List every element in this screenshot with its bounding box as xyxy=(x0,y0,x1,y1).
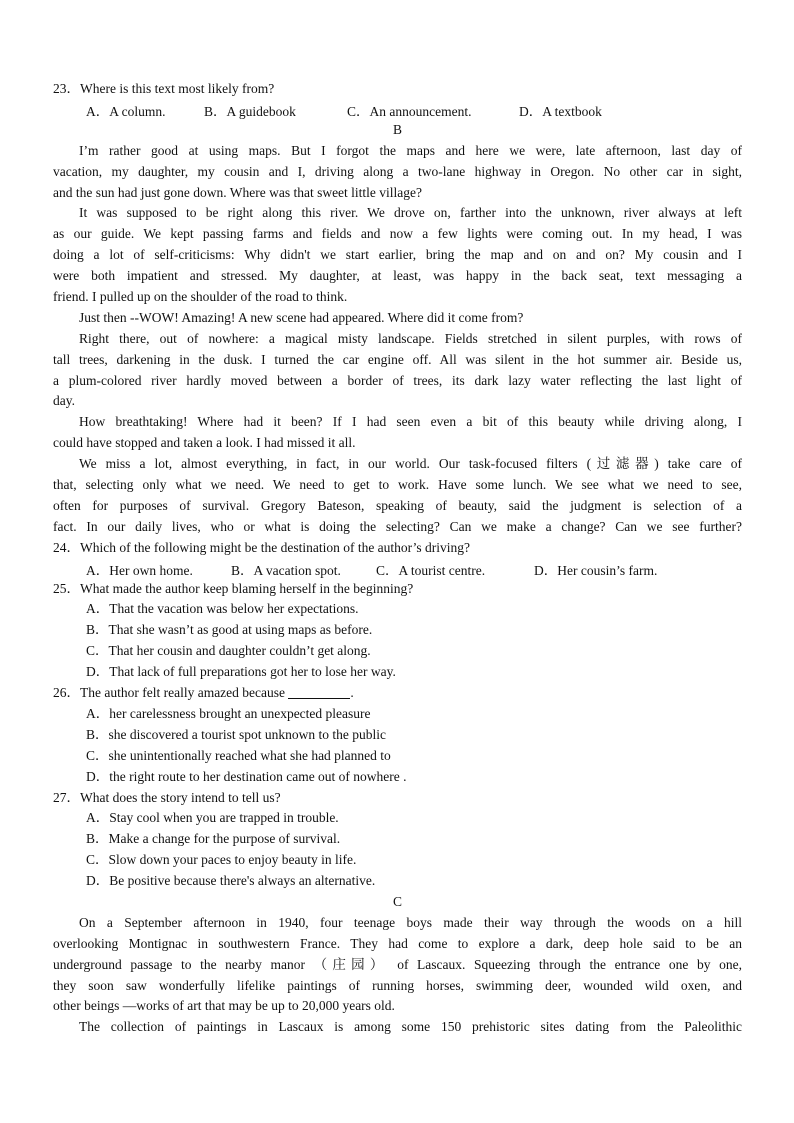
q23-option-c[interactable]: C．An announcement. xyxy=(347,103,472,119)
q25-option-c[interactable]: C．That her cousin and daughter couldn’t get along. xyxy=(86,643,371,659)
answer-blank[interactable] xyxy=(288,684,350,699)
q24-option-a[interactable]: A．Her own home. xyxy=(86,562,193,578)
q23-option-b[interactable]: B．A guidebook xyxy=(204,103,296,119)
question-23-stem: 23．Where is this text most likely from? xyxy=(53,81,275,96)
q27-option-d[interactable]: D．Be positive because there's always an alternative. xyxy=(86,873,376,889)
passage-b-line: It was supposed to be right along this river. We drove on, farther into the unknown, river always at left xyxy=(79,205,742,221)
passage-b-line: doing a lot of self-criticisms: Why didn't we start earlier, bring the map and on and on? My cousin and I xyxy=(53,247,742,263)
passage-c-line: overlooking Montignac in southwestern France. They had come to explore a dark, deep hole said to be an xyxy=(53,935,742,951)
passage-c-line: On a September afternoon in 1940, four teenage boys made their way through the woods on a hill xyxy=(79,914,742,930)
passage-b-line: How breathtaking! Where had it been? If I had seen even a bit of this beauty while driving along, I xyxy=(79,414,742,430)
passage-c-line: underground passage to the nearby manor （庄园） of Lascaux. Squeezing through the entrance one by one, xyxy=(53,956,742,972)
q27-option-c[interactable]: C．Slow down your paces to enjoy beauty in life. xyxy=(86,852,357,868)
passage-b-line: day. xyxy=(53,393,75,409)
passage-b-line: We miss a lot, almost everything, in fact, in our world. Our task-focused filters (过滤器) take care of xyxy=(79,456,742,472)
passage-b-line: fact. In our daily lives, who or what is doing the selecting? Can we make a change? Can we see further? xyxy=(53,518,742,534)
passage-b-line: Just then --WOW! Amazing! A new scene had appeared. Where did it come from? xyxy=(79,309,524,325)
passage-b-line: and the sun had just gone down. Where was that sweet little village? xyxy=(53,184,423,200)
q23-option-a[interactable]: A．A column. xyxy=(86,103,166,119)
passage-b-line: tall trees, darkening in the dusk. I turned the car engine off. All was silent in the hot summer air. Beside us, xyxy=(53,351,742,367)
passage-b-line: could have stopped and taken a look. I had missed it all. xyxy=(53,435,356,451)
section-c-heading: C xyxy=(392,893,402,909)
q23-option-d[interactable]: D．A textbook xyxy=(519,103,602,119)
passage-b-line: friend. I pulled up on the shoulder of the road to think. xyxy=(53,289,348,305)
question-27-stem: 27．What does the story intend to tell us? xyxy=(53,789,281,805)
passage-b-line: that, selecting only what we need. We need to get to work. Have some lunch. We see what we need to see, xyxy=(53,477,742,493)
q25-option-b[interactable]: B．That she wasn’t as good at using maps as before. xyxy=(86,622,373,638)
question-23-options xyxy=(53,100,742,120)
q26-option-d[interactable]: D．the right route to her destination came out of nowhere . xyxy=(86,768,407,784)
question-24-stem: 24．Which of the following might be the destination of the author’s driving? xyxy=(53,539,471,555)
q26-stem-end: . xyxy=(350,685,354,701)
exam-page xyxy=(53,79,742,1038)
passage-b-line: as our guide. We kept passing farms and fields and now a few lights were coming out. In my head, I was xyxy=(53,226,742,242)
section-b-heading: B xyxy=(392,121,402,137)
q25-option-a[interactable]: A．That the vacation was below her expectations. xyxy=(86,601,359,617)
q27-option-b[interactable]: B．Make a change for the purpose of survival. xyxy=(86,831,341,847)
question-26-stem xyxy=(53,683,742,704)
passage-b-line: vacation, my daughter, my cousin and I, driving along a two-lane highway in Oregon. No other car in sight, xyxy=(53,163,742,179)
passage-b-line: were both impatient and stressed. My daughter, at least, was happy in the back seat, text messaging a xyxy=(53,268,742,284)
passage-b-line: often for purposes of survival. Gregory Bateson, speaking of beauty, said the judgment is selection of a xyxy=(53,497,742,513)
question-25-stem: 25．What made the author keep blaming herself in the beginning? xyxy=(53,580,414,596)
q25-option-d[interactable]: D．That lack of full preparations got her to lose her way. xyxy=(86,664,396,680)
passage-c-line: they soon saw wonderfully lifelike paintings of running horses, swimming deer, wounded wild oxen, and xyxy=(53,977,742,993)
q26-option-a[interactable]: A．her carelessness brought an unexpected pleasure xyxy=(86,705,371,721)
q24-option-c[interactable]: C．A tourist centre. xyxy=(376,562,486,578)
passage-b-line: Right there, out of nowhere: a magical misty landscape. Fields stretched in silent purples, with rows of xyxy=(79,330,742,346)
passage-c-line: The collection of paintings in Lascaux is among some 150 prehistoric sites dating from the Paleolithic xyxy=(79,1019,742,1035)
passage-b-line: I’m rather good at using maps. But I forgot the maps and here we were, late afternoon, last day of xyxy=(79,142,742,158)
question-24-options xyxy=(53,559,742,579)
q24-option-d[interactable]: D．Her cousin’s farm. xyxy=(534,562,658,578)
q26-stem-text: 26．The author felt really amazed because xyxy=(53,685,286,701)
q26-option-b[interactable]: B．she discovered a tourist spot unknown to the public xyxy=(86,726,386,742)
q26-option-c[interactable]: C．she unintentionally reached what she had planned to xyxy=(86,747,391,763)
q24-option-b[interactable]: B．A vacation spot. xyxy=(231,562,341,578)
passage-c-line: other beings —works of art that may be up to 20,000 years old. xyxy=(53,998,395,1014)
passage-b-line: a plum-colored river hardly moved between a border of trees, its dark lazy water reflecting the last light of xyxy=(53,372,742,388)
q27-option-a[interactable]: A．Stay cool when you are trapped in trouble. xyxy=(86,810,339,826)
